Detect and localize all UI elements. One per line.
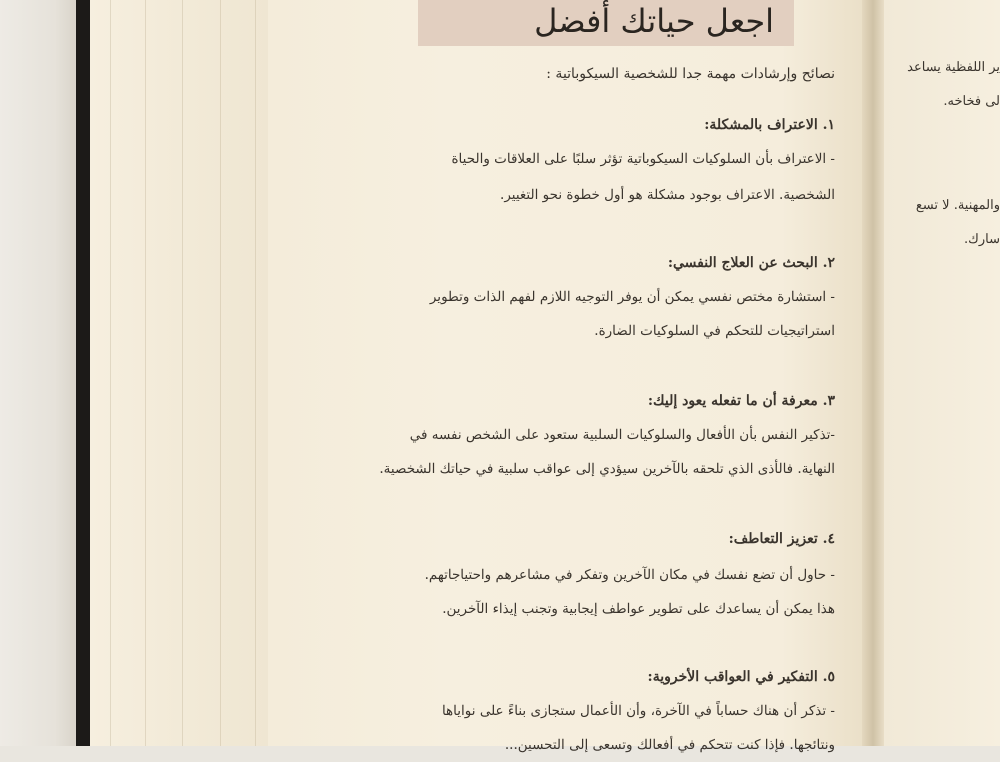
book-gutter: [862, 0, 884, 746]
section-heading: ٣. معرفة أن ما تفعله يعود إليك:: [647, 393, 835, 409]
section-heading: ٥. التفكير في العواقب الأخروية:: [647, 669, 835, 685]
section-heading: ١. الاعتراف بالمشكلة:: [704, 117, 835, 133]
section-text-line: الشخصية. الاعتراف بوجود مشكلة هو أول خطوة نحو التغيير.: [500, 187, 835, 203]
facing-page: [884, 0, 1000, 746]
page-edges-stack: [90, 0, 270, 746]
section-text-line: - استشارة مختص نفسي يمكن أن يوفر التوجيه اللازم لفهم الذات وتطوير: [429, 289, 835, 305]
section-text-line: النهاية. فالأذى الذي تلحقه بالآخرين سيؤدي إلى عواقب سلبية في حياتك الشخصية.: [379, 461, 835, 477]
facing-page-line: والمهنية. لا تسع: [915, 198, 1000, 213]
section-text-line: - حاول أن تضع نفسك في مكان الآخرين وتفكر في مشاعرهم واحتياجاتهم.: [424, 567, 835, 583]
facing-page-line: لى فخاخه.: [943, 94, 1000, 109]
section-text-line: - الاعتراف بأن السلوكيات السيكوباتية تؤثر سلبًا على العلاقات والحياة: [451, 151, 835, 167]
page-title: اجعل حياتك أفضل: [534, 2, 774, 40]
section-text-line: -تذكير النفس بأن الأفعال والسلوكيات السلبية ستعود على الشخص نفسه في: [409, 427, 835, 443]
background-surface: [0, 0, 78, 746]
book-cover-edge: [76, 0, 90, 746]
section-text-line: - تذكر أن هناك حساباً في الآخرة، وأن الأعمال ستجازى بناءً على نواياها: [441, 703, 835, 719]
section-heading: ٢. البحث عن العلاج النفسي:: [667, 255, 835, 271]
section-text-line: استراتيجيات للتحكم في السلوكيات الضارة.: [594, 323, 835, 339]
section-heading: ٤. تعزيز التعاطف:: [728, 531, 835, 547]
section-text-line: هذا يمكن أن يساعدك على تطوير عواطف إيجابية وتجنب إيذاء الآخرين.: [442, 601, 835, 617]
intro-text: نصائح وإرشادات مهمة جدا للشخصية السيكوباتية :: [546, 66, 835, 82]
facing-page-line: ير اللفظية يساعد: [907, 60, 1000, 75]
section-text-line: ونتائجها. فإذا كنت تتحكم في أفعالك وتسعى إلى التحسين...: [504, 737, 835, 753]
facing-page-line: سارك.: [964, 232, 1000, 247]
